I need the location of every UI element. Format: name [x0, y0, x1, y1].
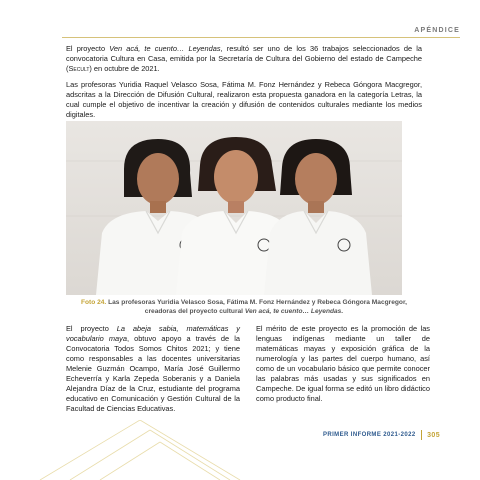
column-right-paragraph: El mérito de este proyecto es la promoción de las lenguas indígenas mediante un taller de matemáticas mayas y exposición gráfica de la numerología y las partes del cuerpo humano, así como de un vocabulario básico que permite conocer las palabras más usadas y sus significados en Campeche. De igual forma se editó un libro didáctico como producto final. [256, 324, 430, 403]
footer-title: PRIMER INFORME 2021-2022 [322, 432, 416, 438]
page-number: 305 [427, 431, 440, 439]
photo-three-professors [66, 121, 402, 295]
header-rule [62, 37, 460, 38]
footer-separator [421, 430, 423, 440]
photo-caption: Foto 24. Las profesoras Yuridia Velasco Sosa, Fátima M. Fonz Hernández y Rebeca Góngora Macgregor, creadoras del proyecto cultural Ven acá, te cuento… Leyendas. [80, 299, 407, 315]
decorative-lines [0, 420, 300, 480]
person-right [264, 139, 372, 295]
column-left-paragraph: El proyecto La abeja sabia, matemáticas y vocabulario maya, obtuvo apoyo a través de la Convocatoria Todos Somos Chitos 2021; y tiene como responsables a las docentes universitarias Melenie Guzmán Ocampo, María José Guillermo Echeverría y Karla Zepeda Soberanis y a Daniela Alejandra Díaz de la Cruz, estudiante del programa educativo en Comunicación y Gestión Cultural de la Facultad de Ciencias Educativas. [66, 324, 241, 413]
paragraph-intro: El proyecto Ven acá, te cuento… Leyendas, resultó ser uno de los 36 trabajos seleccionados de la convocatoria Cultura en Casa, emitida por la Secretaría de Cultura del Gobierno del estado de Campeche (Secult) en octubre de 2021. [66, 44, 422, 73]
page-footer [323, 430, 440, 440]
section-header-label: APÉNDICE [414, 27, 460, 34]
paragraph-authors: Las profesoras Yuridia Raquel Velasco Sosa, Fátima M. Fonz Hernández y Rebeca Góngora Macgregor, adscritas a la Dirección de Difusión Cultural, realizaron esta propuesta ganadora en la categoría Letras, la cual cumple el objetivo de incentivar la creación y difusión de contenidos culturales mediante los medios digitales. [66, 80, 422, 119]
photo-illustration [66, 121, 402, 295]
